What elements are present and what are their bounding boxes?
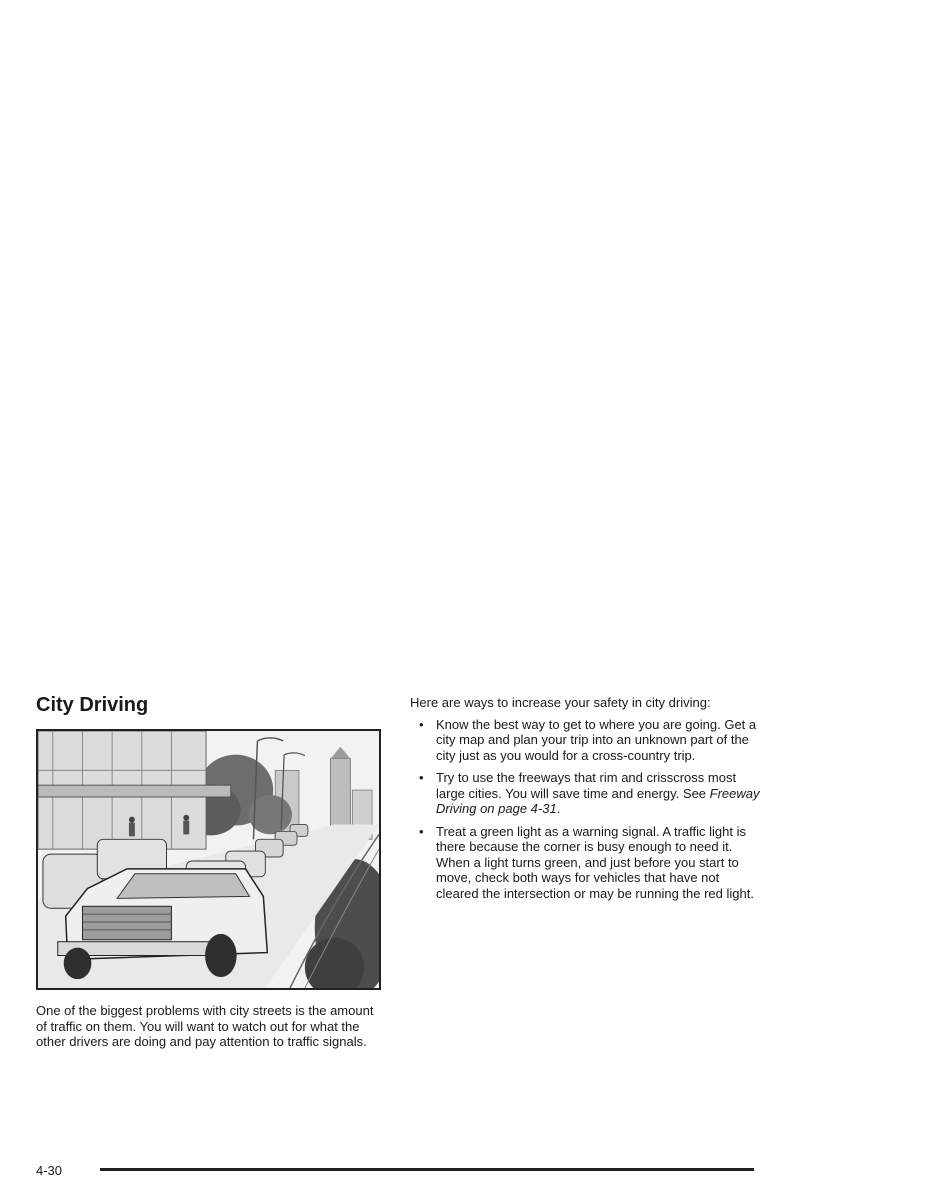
- bullet-icon: •: [419, 770, 424, 785]
- bullet-icon: •: [419, 823, 424, 839]
- bullet-icon: •: [419, 716, 424, 732]
- tip-text: Try to use the freeways that rim and crisscross most large cities. You will save time and energy. See: [436, 770, 737, 801]
- list-item: [410, 824, 760, 902]
- tips-intro: Here are ways to increase your safety in city driving:: [410, 695, 711, 710]
- tip-text: Know the best way to get to where you are going. Get a city map and plan your trip into an unknown part of the city just as you would for a cross-country trip.: [436, 716, 757, 763]
- footer-rule: [100, 1168, 754, 1171]
- tip-text-end: .: [556, 801, 561, 816]
- page-number: 4-30: [36, 1163, 63, 1178]
- list-item: [410, 717, 760, 764]
- tips-column: [410, 695, 760, 908]
- cross-reference-link[interactable]: Freeway Driving on page 4-31: [436, 785, 760, 816]
- list-item: [410, 770, 760, 817]
- tip-text: Treat a green light as a warning signal. A traffic light is there because the corner is busy enough to need it. When a light turns green, and just before you start to move, check both ways for vehicles that have not cleared the intersection or may be running the red light.: [436, 823, 754, 901]
- section-paragraph: One of the biggest problems with city streets is the amount of traffic on them. You will want to watch out for what the other drivers are doing and pay attention to traffic signals.: [36, 1003, 374, 1049]
- city-traffic-illustration: [36, 729, 381, 990]
- section-heading: City Driving: [36, 694, 149, 716]
- tips-list: [410, 717, 760, 902]
